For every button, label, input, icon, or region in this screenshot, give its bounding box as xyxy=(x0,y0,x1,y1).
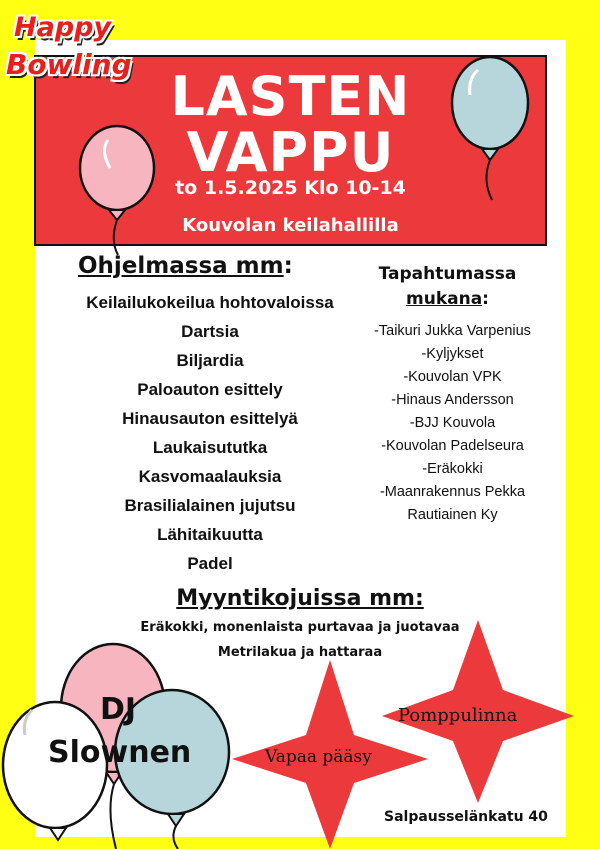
list-item: Kasvomaalauksia xyxy=(138,467,282,486)
title-line-1: LASTEN xyxy=(170,65,411,128)
program-heading-text: Ohjelmassa mm xyxy=(78,253,284,279)
list-item: Dartsia xyxy=(181,322,239,341)
dj-line-2: Slownen xyxy=(48,735,192,770)
list-item: -Hinaus Andersson xyxy=(391,392,514,408)
list-item: Laukaisututka xyxy=(152,438,268,457)
participants-heading-line-2: mukana xyxy=(406,289,483,309)
list-item: Lähitaikuutta xyxy=(157,525,263,544)
white-balloon-icon xyxy=(3,702,107,840)
list-item: Biljardia xyxy=(176,351,244,370)
list-item: -Taikuri Jukka Varpenius xyxy=(374,323,531,339)
logo-line-1: Happy xyxy=(14,12,112,43)
list-item: -Kyljykset xyxy=(421,346,484,362)
sales-line-2: Metrilakua ja hattaraa xyxy=(217,645,383,660)
list-item: Hinausauton esittelyä xyxy=(122,409,298,428)
sales-heading-text: Myyntikojuissa mm xyxy=(176,586,415,611)
address: Salpausselänkatu 40 xyxy=(384,809,548,825)
list-item: -Eräkokki xyxy=(422,461,483,477)
sales-line-1: Eräkokki, monenlaista purtavaa ja juotavaa xyxy=(140,620,460,635)
event-venue: Kouvolan keilahallilla xyxy=(182,215,399,236)
list-item: -Kouvolan Padelseura xyxy=(381,438,524,454)
participants-heading-line-1: Tapahtumassa xyxy=(378,264,517,284)
event-date: to 1.5.2025 Klo 10-14 xyxy=(175,177,406,199)
list-item: -BJJ Kouvola xyxy=(409,415,496,431)
logo-line-2: Bowling xyxy=(6,48,132,81)
bouncy-castle-label: Pomppulinna xyxy=(398,705,518,726)
dj-line-1: DJ xyxy=(100,692,137,727)
list-item: Keilailukokeilua hohtovaloissa xyxy=(86,293,334,312)
title-line-2: VAPPU xyxy=(186,121,395,184)
list-item: Padel xyxy=(187,554,233,573)
list-item: -Kouvolan VPK xyxy=(403,369,502,385)
list-item: Rautiainen Ky xyxy=(407,507,498,523)
sales-heading-colon: : xyxy=(414,586,424,611)
list-item: Brasilialainen jujutsu xyxy=(124,496,296,515)
list-item: -Maanrakennus Pekka xyxy=(379,484,526,500)
list-item: Paloauton esittely xyxy=(137,380,283,399)
program-heading-colon: : xyxy=(283,253,293,279)
participants-heading-colon: : xyxy=(482,289,489,309)
free-entry-label: Vapaa pääsy xyxy=(265,747,372,767)
